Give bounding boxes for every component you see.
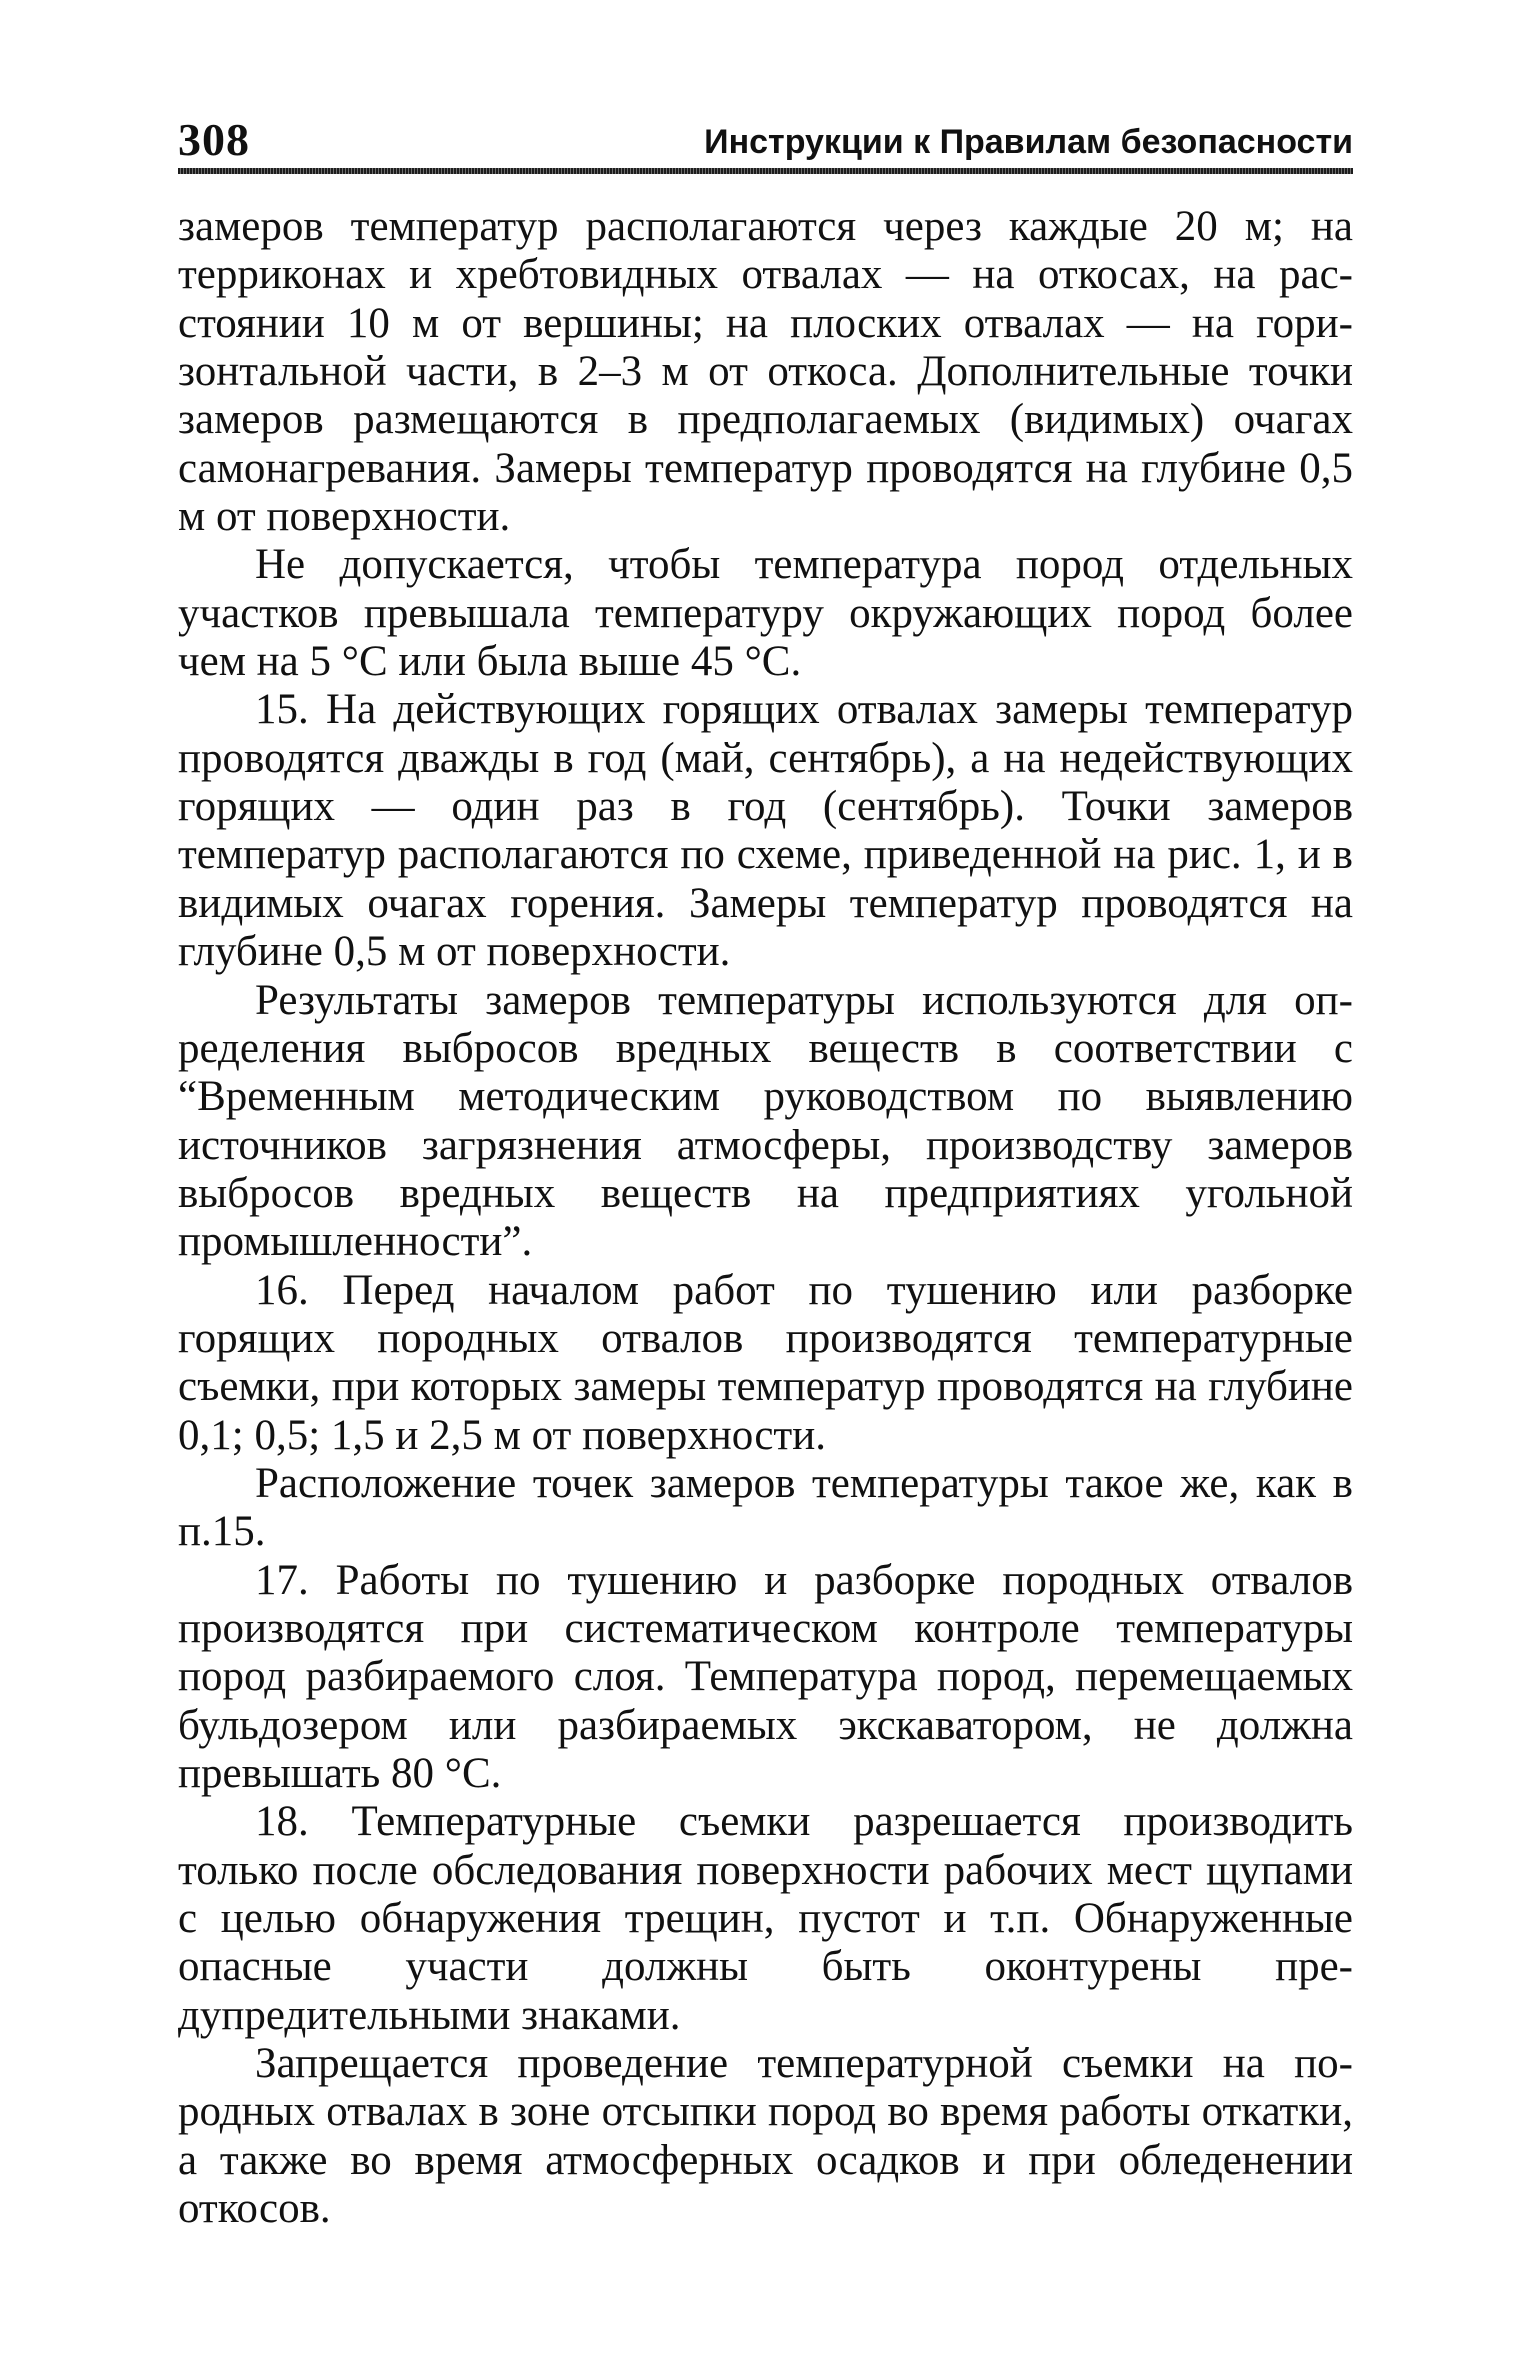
- body-text: [178, 203, 1353, 2233]
- paragraph-item-16: 16. Перед началом работ по тушению или разборке горящих породных отвалов производятся температурные съемки, при которых замеры температур проводятся на глубине 0,1; 0,5; 1,5 и 2,5 м от поверхности.: [178, 1266, 1353, 1459]
- paragraph-item-18: 18. Температурные съемки разрешается производить только после обследования поверхности рабочих мест щупами с целью обнаружения трещин, пустот и т.п. Обнаруженные опасные участи должны быть оконтурены предупредительными знаками.: [178, 1798, 1353, 2039]
- running-title: Инструкции к Правилам безопасности: [704, 123, 1353, 161]
- paragraph-item-15: 15. На действующих горящих отвалах замеры температур проводятся дважды в год (май, сентябрь), а на недействующих горящих — один раз в год (сентябрь). Точки замеров температур располагаются по схеме, приведенной на рис. 1, и в видимых очагах горения. Замеры температур проводятся на глубине 0,5 м от поверхности.: [178, 686, 1353, 976]
- paragraph-item-17: 17. Работы по тушению и разборке породных отвалов производятся при систематическом контроле температуры пород разбираемого слоя. Температура пород, перемещаемых бульдозером или разбираемых экскаватором, не должна превышать 80 °С.: [178, 1556, 1353, 1797]
- header-rule: [178, 168, 1353, 174]
- paragraph: Результаты замеров температуры используются для определения выбросов вредных веществ в соответствии с “Временным методическим руководством по выявлению источников загрязнения атмосферы, производству замеров выбросов вредных веществ на предприятиях угольной промышленности”.: [178, 976, 1353, 1266]
- paragraph: Не допускается, чтобы температура пород отдельных участков превышала температуру окружающих пород более чем на 5 °С или была выше 45 °С.: [178, 541, 1353, 686]
- paragraph: Запрещается проведение температурной съемки на породных отвалах в зоне отсыпки пород во время работы откатки, а также во время атмосферных осадков и при обледенении откосов.: [178, 2040, 1353, 2233]
- paragraph: Расположение точек замеров температуры такое же, как в п.15.: [178, 1459, 1353, 1556]
- page-header: [178, 108, 1353, 174]
- page-number: 308: [178, 114, 250, 165]
- paragraph-continuation: замеров температур располагаются через каждые 20 м; на терриконах и хребтовидных отвалах — на откосах, на расстоянии 10 м от вершины; на плоских отвалах — на горизонтальной части, в 2–3 м от откоса. Дополнительные точки замеров размещаются в предполагаемых (видимых) очагах самонагревания. Замеры температур проводятся на глубине 0,5 м от поверхности.: [178, 203, 1353, 541]
